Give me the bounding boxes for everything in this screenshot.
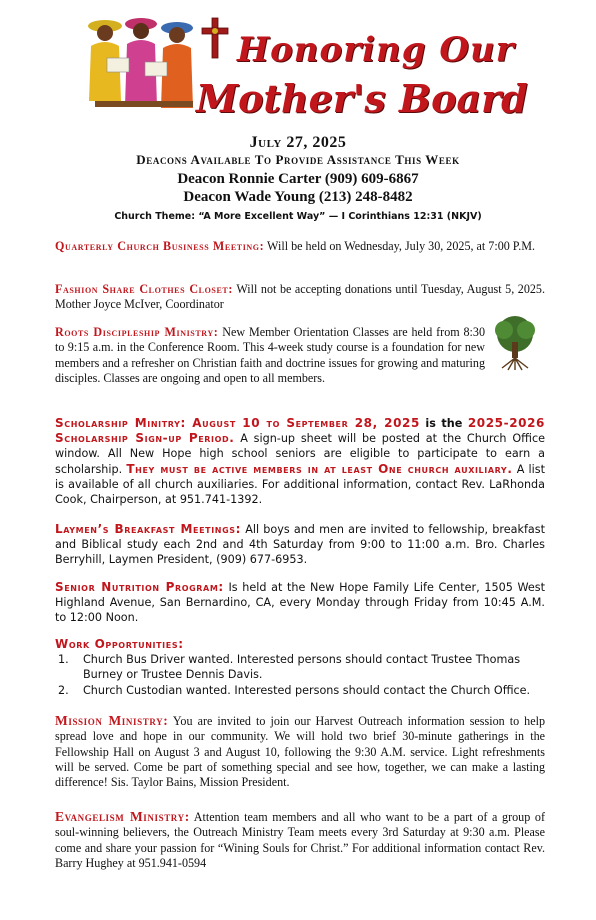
section-heading: Roots Discipleship Ministry: [55,325,219,339]
section-heading: Laymen’s Breakfast Meetings: [55,522,241,536]
deacon-contact: Deacon Wade Young (213) 248-8482 [183,189,413,205]
section-scholarship [55,416,545,507]
section-body: Will not be accepting donations until Tuesday, August 5, 2025. Mother Joyce McIver, Coordinator [55,282,545,312]
section-heading: Fashion Share Clothes Closet: [55,282,233,296]
section-evangelism-ministry [55,809,545,871]
section-heading: Quarterly Church Business Meeting: [55,239,265,253]
section-heading: 2025-2026 Scholarship Sign-up Period. [55,416,545,446]
section-heading: Scholarship Minitry: August 10 to September 28, 2025 [55,416,420,430]
title-honoring-our: Honoring Our [237,30,515,70]
section-laymen-breakfast [55,522,545,568]
section-heading: Mission Ministry: [55,713,169,728]
deacon-contact: Deacon Ronnie Carter (909) 609-6867 [177,171,419,187]
list-item: 1. Church Bus Driver wanted. Interested persons should contact Trustee Thomas Burney or Trustee Dennis Davis. [58,653,521,682]
section-text: is the [419,417,468,430]
title-mothers-board: Mother's Board [196,76,528,121]
section-body: New Member Orientation Classes are held from 8:30 to 9:15 a.m. in the Conference Room. This 4-week study course is a foundation for new members and a refresher on Christian faith and doctrine issues for growing and maturing disciples. Classes are ongoing and open to all members. [55,325,486,386]
section-body: All boys and men are invited to fellowship, breakfast and Biblical study each 2nd and 4th Saturday from 9:00 to 11:00 a.m. Bro. Charles Berryhill, Laymen President, (909) 677-6953. [55,523,545,567]
section-mission-ministry [55,713,545,790]
section-body: Is held at the New Hope Family Life Center, 1505 West Highland Avenue, San Bernardino, CA, every Monday through Friday from 10:45 A.M. to 12:00 Noon. [55,581,545,625]
section-heading: Senior Nutrition Program: [55,580,224,594]
roots-tree-logo [484,312,546,374]
church-mothers-illustration [85,6,200,114]
section-body: A sign-up sheet will be posted at the Church Office window. All New Hope high school seniors are eligible to participate to earn a scholarship. [55,432,545,476]
work-list [55,652,545,698]
section-roots-discipleship [55,325,485,387]
section-senior-nutrition [55,580,545,626]
section-body: Attention team members and all who want to be a part of a group of soul-winning believers, the Outreach Ministry Team meets every 3rd Saturday at 9:30 a.m. Please come and share your passion for “Wining Souls for Christ.” For additional information contact Rev. Barry Hughey at 951.941-0594 [55,810,545,870]
section-body: You are invited to join our Harvest Outreach information session to help spread love and hope in our community. We will hold two brief 30-minute gatherings in the Fellowship Hall on August 3 and August 10, following the 9:30 A.M. service. Light refreshments will be served. Come be part of something special and see how, together, we can make a lasting difference! Sis. Taylor Bains, Mission President. [55,714,545,790]
header-banner [0,0,596,135]
section-heading: They must be active members in at least One church auxiliary. [126,461,513,476]
section-work-opportunities [55,637,545,698]
ornate-cross-icon [200,16,230,60]
section-heading: Evangelism Ministry: [55,809,190,824]
church-theme: Church Theme: “A More Excellent Way” — I Corinthians 12:31 (NKJV) [114,211,482,222]
section-fashion-closet [55,282,545,313]
section-body: Will be held on Wednesday, July 30, 2025, at 7:00 P.M. [264,239,535,253]
bulletin-date: July 27, 2025 [249,134,347,151]
section-body: A list is available of all church auxiliaries. For additional information, contact Rev. LaRhonda Cook, Chairperson, at 951.741-1392. [55,462,545,507]
section-heading: Work Opportunities: [55,637,184,651]
list-item: 2. Church Custodian wanted. Interested persons should contact the Church Office. [58,683,531,697]
section-quarterly-meeting [55,239,545,254]
deacons-heading: Deacons Available To Provide Assistance This Week [136,152,460,167]
